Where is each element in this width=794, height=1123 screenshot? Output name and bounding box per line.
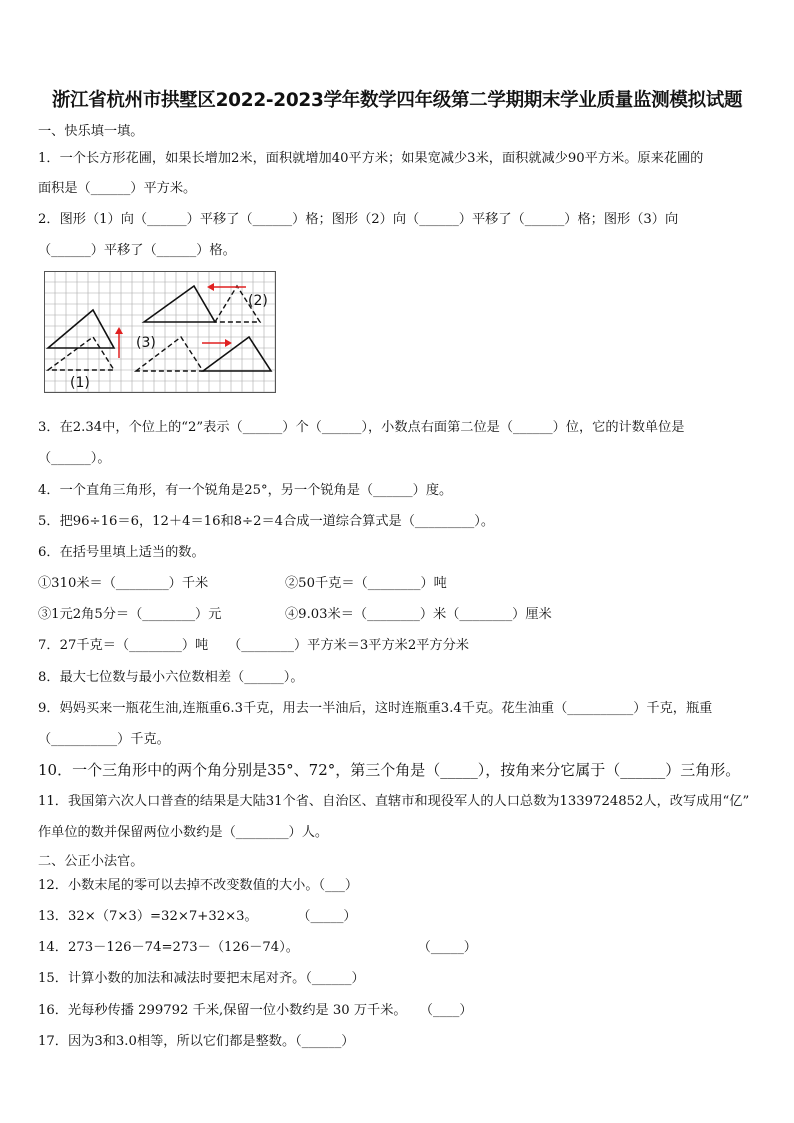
question-6-item-1: ①310米＝（________）千米 [38, 576, 209, 591]
question-11-line-1: 11．我国第六次人口普查的结果是大陆31个省、自治区、直辖市和现役军人的人口总数为1339724852人，改写成用“亿” [38, 794, 750, 809]
section-heading-judge: 二、公正小法官。 [38, 854, 144, 869]
question-8: 8．最大七位数与最小六位数相差（______）。 [38, 670, 304, 685]
question-15: 15．计算小数的加法和减法时要把末尾对齐。（______） [38, 971, 365, 986]
question-1-line-2: 面积是（______）平方米。 [38, 181, 197, 196]
triangle-1-solid [48, 310, 114, 348]
question-9-line-1: 9．妈妈买来一瓶花生油,连瓶重6.3千克，用去一半油后，这时连瓶重3.4千克。花生油重（__________）千克，瓶重 [38, 701, 713, 716]
question-3-line-2: （______）。 [38, 451, 111, 466]
question-1-line-1: 1．一个长方形花圃，如果长增加2米，面积就增加40平方米；如果宽减少3米，面积就减少90平方米。原来花圃的 [38, 151, 704, 166]
figure-label-2: (2) [248, 293, 268, 309]
triangle-1-dashed [48, 337, 114, 370]
question-14: 14．273－126－74=273－（126－74）。 （_____） [38, 940, 477, 955]
question-13: 13．32×（7×3）=32×7+32×3。 （_____） [38, 909, 357, 924]
figure-label-3: (3) [136, 335, 156, 351]
question-5: 5．把96÷16＝6，12＋4＝16和8÷2＝4合成一道综合算式是（_________）。 [38, 514, 495, 529]
question-17: 17．因为3和3.0相等，所以它们都是整数。（______） [38, 1034, 355, 1049]
question-10: 10．一个三角形中的两个角分别是35°、72°，第三个角是（_____），按角来分它属于（______）三角形。 [38, 761, 741, 779]
question-11-line-2: 作单位的数并保留两位小数约是（________）人。 [38, 825, 329, 840]
question-6-item-3: ③1元2角5分＝（________）元 [38, 607, 222, 622]
question-6: 6．在括号里填上适当的数。 [38, 545, 205, 560]
question-9-line-2: （__________）千克。 [38, 732, 170, 747]
question-2-line-1: 2．图形（1）向（______）平移了（______）格；图形（2）向（______）平移了（______）格；图形（3）向 [38, 212, 679, 227]
question-12: 12．小数末尾的零可以去掉不改变数值的大小。（___） [38, 878, 359, 893]
page-title: 浙江省杭州市拱墅区2022-2023学年数学四年级第二学期期末学业质量监测模拟试题 [51, 90, 743, 111]
question-6-item-2: ②50千克＝（________）吨 [285, 576, 447, 591]
figure-label-1: (1) [70, 375, 90, 391]
question-16: 16．光每秒传播 299792 千米,保留一位小数约是 30 万千米。 （____） [38, 1003, 473, 1018]
triangle-3-solid [203, 337, 271, 371]
question-6-item-4: ④9.03米＝（________）米（________）厘米 [285, 607, 552, 622]
question-2-line-2: （______）平移了（______）格。 [38, 243, 236, 258]
question-7: 7．27千克＝（________）吨 （________）平方米＝3平方米2平方分米 [38, 638, 469, 653]
section-heading-fill: 一、快乐填一填。 [38, 124, 144, 139]
question-3-line-1: 3．在2.34中，个位上的“2”表示（______）个（______），小数点右面第二位是（______）位，它的计数单位是 [38, 420, 685, 435]
question-4: 4．一个直角三角形，有一个锐角是25°，另一个锐角是（______）度。 [38, 483, 453, 498]
translation-grid-figure [44, 271, 276, 397]
